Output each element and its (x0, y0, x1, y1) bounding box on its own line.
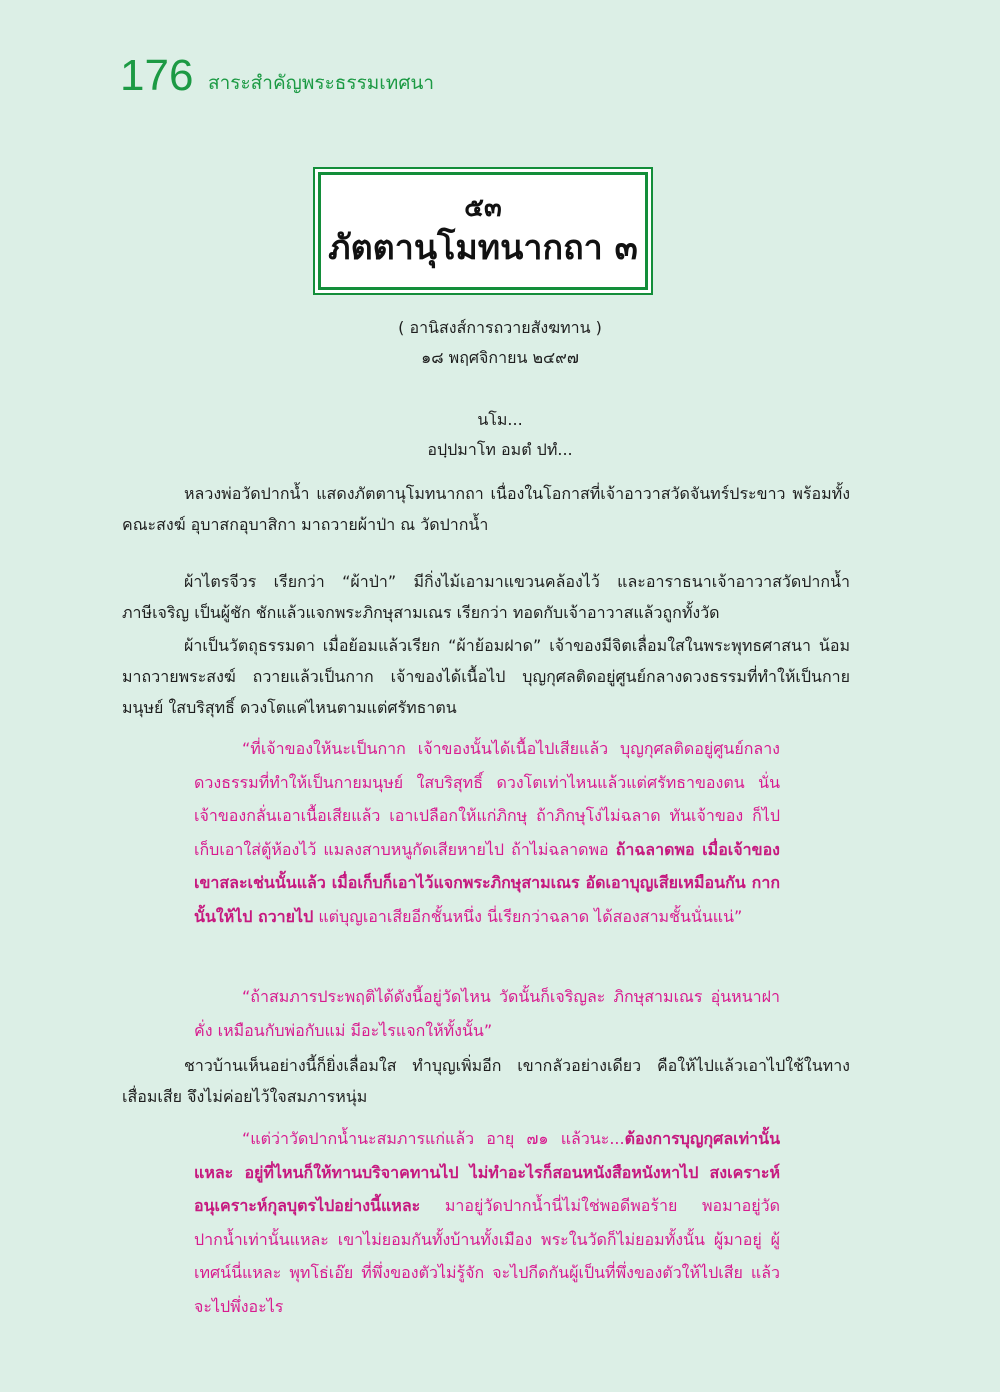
paragraph-3: ผ้าเป็นวัตถุธรรมดา เมื่อย้อมแล้วเรียก “ผ้าย้อมฝาด” เจ้าของมีจิตเลื่อมใสในพระพุทธศาสนา น้อมมาถวายพระสงฆ์ ถวายแล้วเป็นกาก เจ้าของได้เนื้อไป บุญกุศลติดอยู่ศูนย์กลางดวงธรรมที่ทำให้เป็นกายมนุษย์ ใสบริสุทธิ์ ดวงโตแค่ไหนตามแต่ศรัทธาตน (122, 636, 850, 717)
quote-3-text-a: “แต่ว่าวัดปากน้ำนะสมภารแก่แล้ว อายุ ๗๑ แล้วนะ... (242, 1129, 625, 1148)
quote-3-emphasis: ต้องการบุญกุศลเท่านั้นแหละ อยู่ที่ไหนก็ให้ทานบริจาคทานไป ไม่ทำอะไรก็สอนหนังสือหนังหาไป สงเคราะห์อนุเคราะห์กุลบุตรไปอย่างนี้แหละ (194, 1129, 780, 1215)
sermon-topic: ( อานิสงส์การถวายสังฆทาน ) (398, 318, 602, 337)
chapter-title-box (318, 172, 648, 290)
quote-3-text-b: มาอยู่วัดปากน้ำนี่ไม่ใช่พอดีพอร้าย พอมาอยู่วัดปากน้ำเท่านั้นแหละ เขาไม่ยอมกันทั้งบ้านทั้งเมือง พระในวัดก็ไม่ยอมทั้งนั้น ผู้มาอยู่ ผู้เทศน์นี่แหละ พุทโธ่เอ๊ย ที่พึ่งของตัวไม่รู้จัก จะไปกีดกันผู้เป็นที่พึ่งของตัวให้ไปเสีย แล้วจะไปพึ่งอะไร (194, 1196, 780, 1316)
paragraph-4: ชาวบ้านเห็นอย่างนี้ก็ยิ่งเลื่อมใส ทำบุญเพิ่มอีก เขากลัวอย่างเดียว คือให้ไปแล้วเอาไปใช้ในทางเสื่อมเสีย จึงไม่ค่อยไว้ใจสมภารหนุ่ม (122, 1056, 850, 1106)
chapter-title: ภัตตานุโมทนากถา ๓ (328, 228, 638, 268)
invocation-line-1: นโม... (477, 410, 523, 429)
invocation-line-2: อปฺปมาโท อมตํ ปทํ... (427, 440, 573, 459)
quote-1-emphasis: ถ้าฉลาดพอ เมื่อเจ้าของเขาสละเช่นนั้นแล้ว เมื่อเก็บก็เอาไว้แจกพระภิกษุสามเณร อัดเอาบุญเสียเหมือนกัน กากนั้นให้ไป ถวายไป (194, 839, 780, 926)
page-number: 176 (120, 51, 194, 100)
paragraph-2: ผ้าไตรจีวร เรียกว่า “ผ้าป่า” มีกิ่งไม้เอามาแขวนคล้องไว้ และอาราธนาเจ้าอาวาสวัดปากน้ำ ภาษีเจริญ เป็นผู้ชัก ชักแล้วแจกพระภิกษุสามเณร เรียกว่า ทอดกับเจ้าอาวาสแล้วถูกทั้งวัด (122, 572, 850, 622)
sermon-date: ๑๘ พฤศจิกายน ๒๔๙๗ (421, 348, 579, 367)
quote-1-text-a: “ที่เจ้าของให้นะเป็นกาก เจ้าของนั้นได้เนื้อไปเสียแล้ว บุญกุศลติดอยู่ศูนย์กลางดวงธรรมที่ทำให้เป็นกายมนุษย์ ใสบริสุทธิ์ ดวงโตเท่าไหนแล้วแต่ศรัทธาของตน นั่นเจ้าของกลั่นเอาเนื้อเสียแล้ว เอาเปลือกให้แก่ภิกษุ ถ้าภิกษุโง่ไม่ฉลาด ทันเจ้าของ ก็ไปเก็บเอาใส่ตู้ห้องไว้ แมลงสาบหนูกัดเสียหายไป ถ้าไม่ฉลาดพอ (194, 739, 780, 859)
quote-1 (194, 732, 780, 933)
quote-2: “ถ้าสมภารประพฤติได้ดังนี้อยู่วัดไหน วัดนั้นก็เจริญละ ภิกษุสามเณร อุ่นหนาฝาคั่ง เหมือนกับพ่อกับแม่ มีอะไรแจกให้ทั้งนั้น” (194, 987, 780, 1040)
book-title: สาระสำคัญพระธรรมเทศนา (208, 72, 435, 94)
quote-1-text-b: แต่บุญเอาเสียอีกชั้นหนึ่ง นี่เรียกว่าฉลาด ได้สองสามชั้นนั่นแน่” (313, 906, 743, 926)
quote-3 (194, 1122, 780, 1323)
paragraph-1: หลวงพ่อวัดปากน้ำ แสดงภัตตานุโมทนากถา เนื่องในโอกาสที่เจ้าอาวาสวัดจันทร์ประขาว พร้อมทั้งคณะสงฆ์ อุบาสกอุบาสิกา มาถวายผ้าป่า ณ วัดปากน้ำ (122, 484, 850, 534)
chapter-number: ๕๓ (464, 193, 502, 223)
